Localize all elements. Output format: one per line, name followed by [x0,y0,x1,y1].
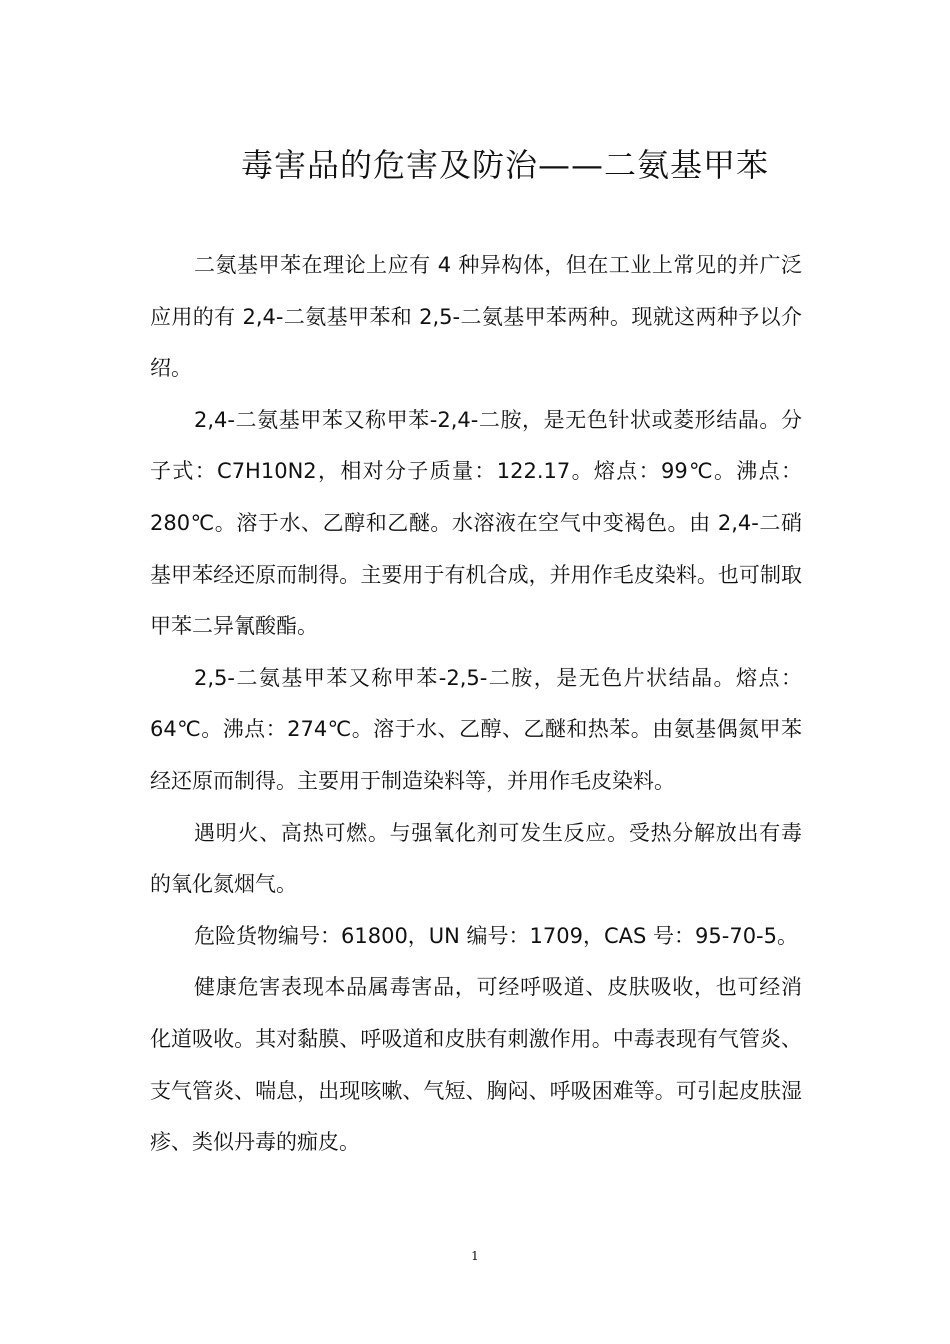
paragraph-2-5-diaminotoluene: 2,5-二氨基甲苯又称甲苯-2,5-二胺，是无色片状结晶。熔点：64℃。沸点：274℃。溶于水、乙醇、乙醚和热苯。由氨基偶氮甲苯经还原而制得。主要用于制造染料等，并用作毛皮染料。 [150,665,802,793]
paragraph-2-4-diaminotoluene: 2,4-二氨基甲苯又称甲苯-2,4-二胺，是无色针状或菱形结晶。分子式：C7H10N2，相对分子质量：122.17。熔点：99℃。沸点：280℃。溶于水、乙醇和乙醚。水溶液在空气中变褐色。由 2,4-二硝基甲苯经还原而制得。主要用于有机合成，并用作毛皮染料。也可制取甲苯二异氰酸酯。 [150,407,802,639]
document-title: 毒害品的危害及防治——二氨基甲苯 [240,146,769,185]
document-body [150,240,802,1169]
paragraph-intro: 二氨基甲苯在理论上应有 4 种异构体，但在工业上常见的并广泛应用的有 2,4-二氨基甲苯和 2,5-二氨基甲苯两种。现就这两种予以介绍。 [150,253,802,381]
page-number: 1 [471,1249,479,1263]
paragraph-health-hazard: 健康危害表现本品属毒害品，可经呼吸道、皮肤吸收，也可经消化道吸收。其对黏膜、呼吸道和皮肤有刺激作用。中毒表现有气管炎、支气管炎、喘息，出现咳嗽、气短、胸闷、呼吸困难等。可引起皮肤湿疹、类似丹毒的痂皮。 [150,975,802,1155]
paragraph-fire-hazard: 遇明火、高热可燃。与强氧化剂可发生反应。受热分解放出有毒的氧化氮烟气。 [150,820,802,897]
paragraph-identifiers: 危险货物编号：61800，UN 编号：1709，CAS 号：95-70-5。 [194,923,798,948]
